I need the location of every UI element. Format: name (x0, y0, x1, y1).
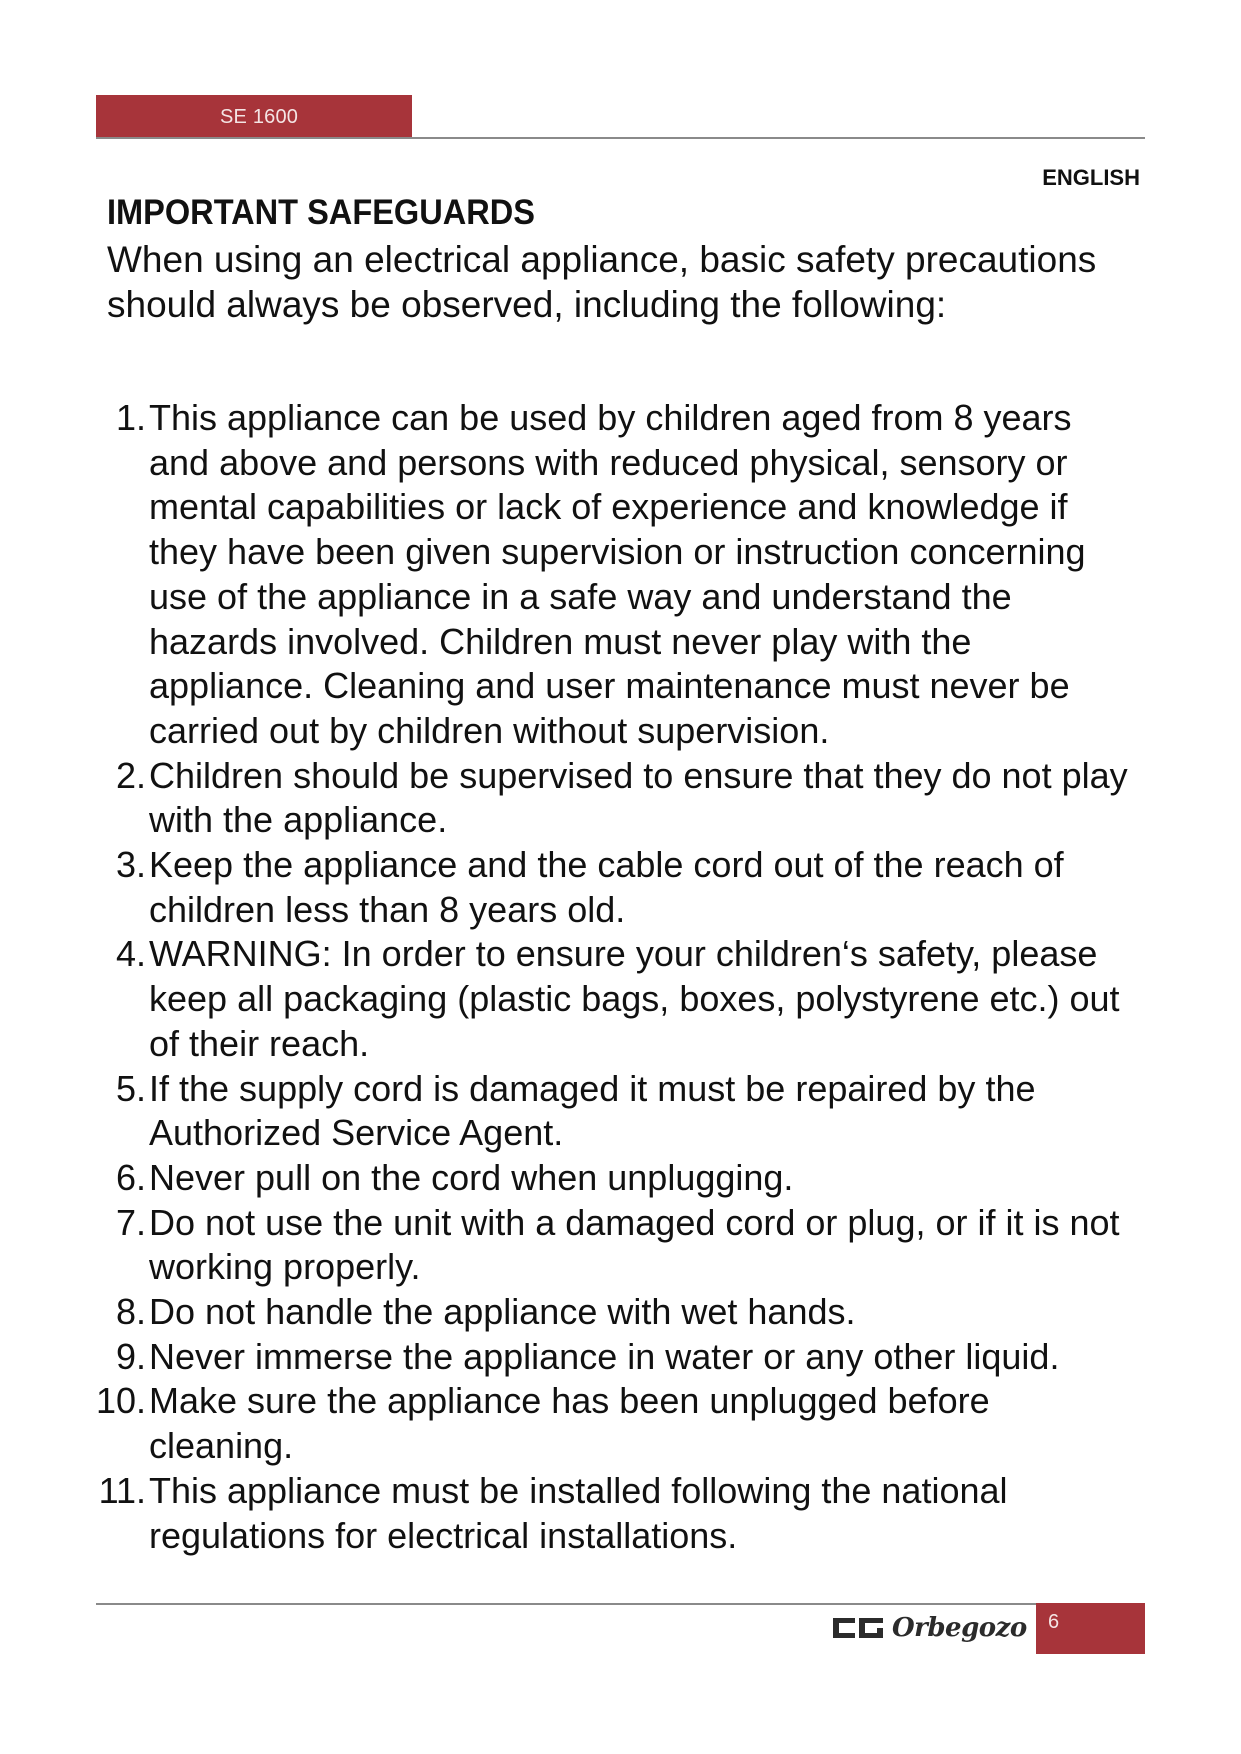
item-text: WARNING: In order to ensure your children‘s safety, please keep all packaging (plastic bags, boxes, polystyrene etc.) out of their reach. (149, 933, 1120, 1064)
list-item (0, 1067, 1139, 1156)
language-label: ENGLISH (1042, 165, 1140, 190)
list-item (0, 396, 1139, 754)
list-item (0, 1201, 1139, 1290)
item-number: 6. (115, 1156, 146, 1198)
item-text: Do not use the unit with a damaged cord or plug, or if it is not working properly. (149, 1201, 1120, 1288)
brand-name: Orbegozo (892, 1613, 1027, 1643)
page-number: 6 (1048, 1611, 1060, 1633)
item-text: Never immerse the appliance in water or any other liquid. (149, 1335, 1060, 1377)
item-text: This appliance can be used by children aged from 8 years and above and persons with reduced physical, sensory or mental capabilities or lack of experience and knowledge if they have been given supervision or instruction concerning use of the appliance in a safe way and understand the hazards involved. Children must never play with the appliance. Cleaning and user maintenance must never be carried out by children without supervision. (149, 397, 1086, 751)
item-number: 2. (115, 754, 146, 796)
item-number: 1. (115, 397, 146, 438)
item-text: Never pull on the cord when unplugging. (149, 1156, 794, 1198)
footer-divider (96, 1603, 1145, 1605)
brand-logo (832, 1606, 1036, 1650)
item-number: 8. (115, 1291, 146, 1333)
section-title: IMPORTANT SAFEGUARDS (107, 193, 535, 232)
item-number: 5. (115, 1067, 146, 1109)
item-text: Keep the appliance and the cable cord out of the reach of children less than 8 years old. (149, 844, 1064, 930)
item-number: 7. (115, 1201, 146, 1243)
list-item (0, 1379, 1139, 1468)
header-divider (96, 137, 1145, 139)
item-text: Make sure the appliance has been unplugged before cleaning. (149, 1380, 990, 1467)
item-text: Children should be supervised to ensure that they do not play with the appliance. (149, 754, 1128, 841)
list-item (0, 1335, 1139, 1380)
item-number: 3. (115, 844, 146, 886)
list-item (0, 1156, 1139, 1201)
orbegozo-logo-icon (832, 1615, 884, 1641)
item-number: 10. (95, 1380, 146, 1422)
list-item (0, 932, 1139, 1066)
safeguards-list (0, 396, 1241, 1558)
item-number: 4. (115, 933, 146, 975)
item-number: 11. (98, 1469, 146, 1511)
list-item (0, 843, 1139, 932)
intro-paragraph: When using an electrical appliance, basic safety precautions should always be observed, including the following: (107, 239, 1097, 325)
item-text: This appliance must be installed following the national regulations for electrical installations. (149, 1469, 1008, 1556)
list-item (0, 1469, 1139, 1558)
item-text: Do not handle the appliance with wet hands. (149, 1291, 856, 1333)
page-number-box (1036, 1603, 1145, 1654)
model-label: SE 1600 (220, 106, 299, 128)
item-number: 9. (115, 1335, 146, 1377)
list-item (0, 754, 1139, 843)
item-text: If the supply cord is damaged it must be repaired by the Authorized Service Agent. (149, 1067, 1036, 1154)
list-item (0, 1290, 1139, 1335)
